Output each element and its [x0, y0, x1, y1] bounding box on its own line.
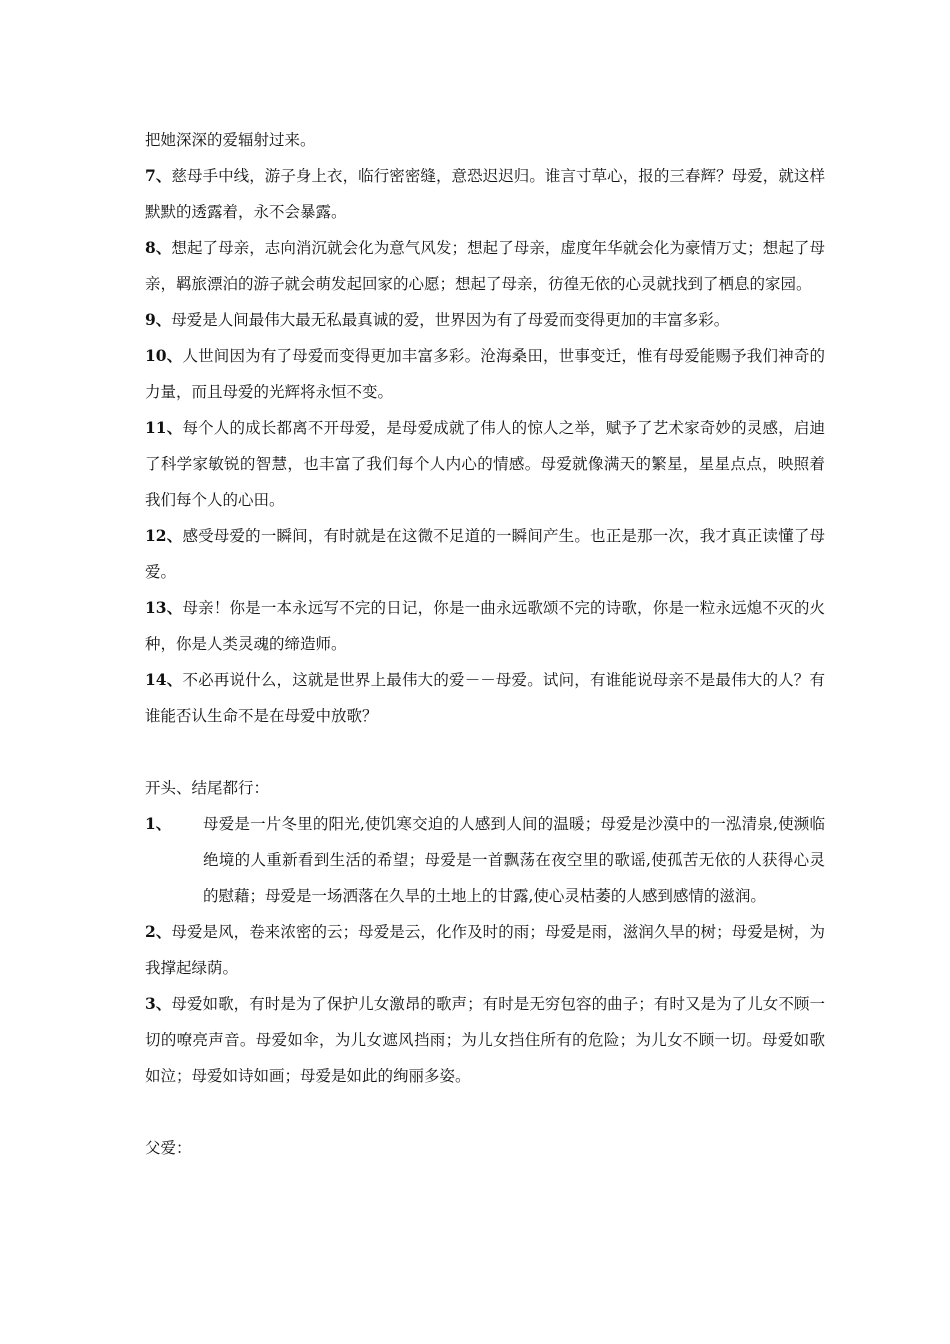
- section-item-3: [145, 986, 825, 1094]
- item-text: 母爱是一片冬里的阳光,使饥寒交迫的人感到人间的温暖；母爱是沙漠中的一泓清泉,使濒临绝境的人重新看到生活的希望；母爱是一首飘荡在夜空里的歌谣,使孤苦无依的人获得心灵的慰藉；母爱是一场洒落在久旱的土地上的甘露,使心灵枯萎的人感到感情的滋润。: [203, 815, 825, 905]
- quote-item-8: [145, 230, 825, 302]
- section-heading: 开头、结尾都行：: [145, 779, 270, 797]
- item-text: 不必再说什么，这就是世界上最伟大的爱－－母爱。试问，有谁能说母亲不是最伟大的人？有谁能否认生命不是在母爱中放歌？: [145, 671, 825, 725]
- item-text: 慈母手中线，游子身上衣，临行密密缝，意恐迟迟归。谁言寸草心，报的三春辉？母爱，就这样默默的透露着，永不会暴露。: [145, 167, 825, 221]
- item-number: 2、: [145, 922, 172, 941]
- item-text: 每个人的成长都离不开母爱，是母爱成就了伟人的惊人之举，赋予了艺术家奇妙的灵感，启迪了科学家敏锐的智慧，也丰富了我们每个人内心的情感。母爱就像满天的繁星，星星点点，映照着我们每个人的心田。: [145, 419, 825, 509]
- father-love-heading: 父爱：: [145, 1139, 192, 1157]
- item-text: 母亲！你是一本永远写不完的日记，你是一曲永远歌颂不完的诗歌，你是一粒永远熄不灭的火种，你是人类灵魂的缔造师。: [145, 599, 825, 653]
- item-number: 11、: [145, 418, 183, 437]
- item-number: 12、: [145, 526, 183, 545]
- item-number: 8、: [145, 238, 172, 257]
- item-text: 母爱如歌，有时是为了保护儿女激昂的歌声；有时是无穷包容的曲子；有时又是为了儿女不顾一切的嘹亮声音。母爱如伞，为儿女遮风挡雨；为儿女挡住所有的危险；为儿女不顾一切。母爱如歌如泣；母爱如诗如画；母爱是如此的绚丽多姿。: [145, 995, 825, 1085]
- item-number: 13、: [145, 598, 183, 617]
- item-text: 想起了母亲，志向消沉就会化为意气风发；想起了母亲，虚度年华就会化为豪情万丈；想起了母亲，羁旅漂泊的游子就会萌发起回家的心愿；想起了母亲，彷徨无依的心灵就找到了栖息的家园。: [145, 239, 825, 293]
- quote-item-14: [145, 662, 825, 734]
- quote-item-10: [145, 338, 825, 410]
- quote-item-13: [145, 590, 825, 662]
- item-text: 母爱是风，卷来浓密的云；母爱是云，化作及时的雨；母爱是雨，滋润久旱的树；母爱是树，为我撑起绿荫。: [145, 923, 825, 977]
- lead-fragment: 把她深深的爱辐射过来。: [145, 131, 316, 149]
- section-item-1: [145, 806, 825, 914]
- item-text: 母爱是人间最伟大最无私最真诚的爱，世界因为有了母爱而变得更加的丰富多彩。: [171, 311, 730, 329]
- item-number: 10、: [145, 346, 183, 365]
- quote-item-12: [145, 518, 825, 590]
- item-number: 3、: [145, 994, 172, 1013]
- section-item-2: [145, 914, 825, 986]
- quote-item-7: [145, 158, 825, 230]
- quote-item-11: [145, 410, 825, 518]
- document-body: [145, 122, 825, 1166]
- item-number: 7、: [145, 166, 172, 185]
- item-number: 9、: [145, 310, 172, 329]
- item-number: 1、: [145, 814, 172, 833]
- item-text: 感受母爱的一瞬间，有时就是在这微不足道的一瞬间产生。也正是那一次，我才真正读懂了母爱。: [145, 527, 825, 581]
- item-text: 人世间因为有了母爱而变得更加丰富多彩。沧海桑田，世事变迁，惟有母爱能赐予我们神奇的力量，而且母爱的光辉将永恒不变。: [145, 347, 825, 401]
- quote-item-9: [145, 302, 825, 338]
- item-number: 14、: [145, 670, 183, 689]
